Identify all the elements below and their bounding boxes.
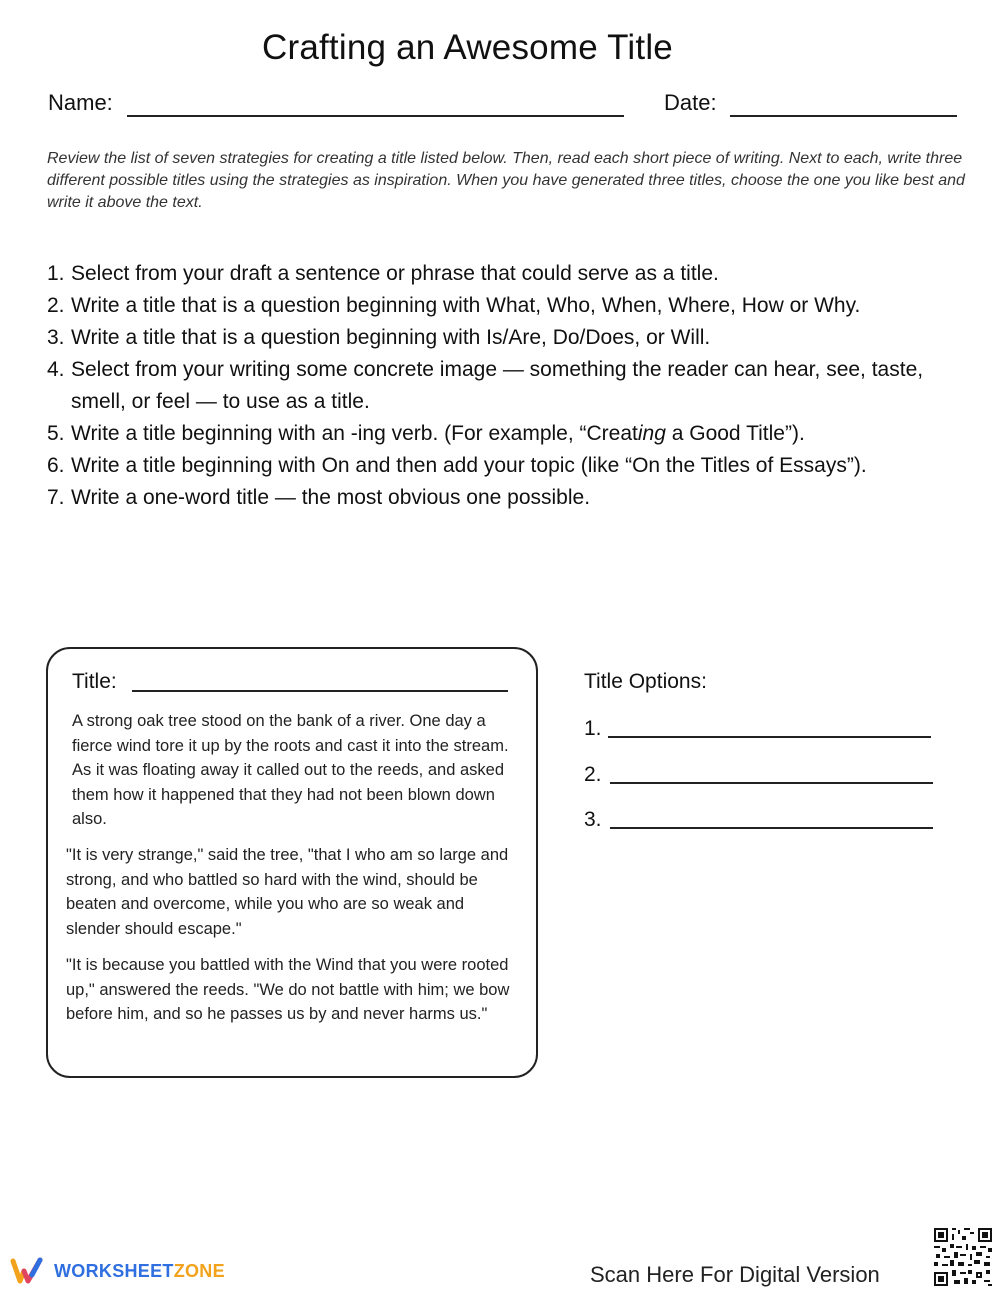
story-paragraph-2: "It is very strange," said the tree, "that I who am so large and strong, and who battled so hard with the wind, should be beaten and overcome, while you who are so weak and slender should escape." [66,846,509,938]
qr-code-icon[interactable] [932,1226,994,1288]
strategy-item [47,354,977,418]
title-options-label: Title Options: [584,670,707,693]
name-field[interactable] [127,115,624,117]
strategy-number: 2. [47,294,65,317]
strategy-text-end: a Good Title”). [665,422,805,445]
strategy-item [47,322,977,354]
strategy-number: 5. [47,422,65,445]
option-field-3[interactable] [610,827,933,829]
logo-text-worksheet: WORKSHEET [54,1260,174,1281]
scan-instruction: Scan Here For Digital Version [590,1262,880,1287]
strategy-text: Write a one-word title — the most obvious one possible. [71,486,591,509]
strategy-text: Select from your draft a sentence or phrase that could serve as a title. [71,262,719,285]
strategy-text: Write a title that is a question beginning with Is/Are, Do/Does, or Will. [71,326,711,349]
option-field-1[interactable] [608,736,931,738]
strategy-number: 6. [47,454,65,477]
strategy-number: 7. [47,486,65,509]
worksheetzone-logo-icon [10,1257,46,1285]
strategy-item [47,258,977,290]
strategy-text-start: Write a title beginning with an -ing verb. (For example, “Creat [71,422,638,445]
strategy-number: 4. [47,358,65,381]
story-title-field[interactable] [132,690,508,692]
strategy-text: Select from your writing some concrete image — something the reader can hear, see, taste, smell, or feel — to use as a title. [71,358,924,413]
strategy-item [47,418,977,450]
story-paragraph-1: A strong oak tree stood on the bank of a river. One day a fierce wind tore it up by the roots and cast it into the stream. As it was floating away it called out to the reeds, and asked them how it happened that they had not been blown down also. [72,712,509,828]
strategy-item [47,290,977,322]
option-number: 3. [584,808,602,831]
strategy-number: 1. [47,262,65,285]
story-paragraph-3: "It is because you battled with the Wind that you were rooted up," answered the reeds. "We do not battle with him; we bow before him, and so he passes us by and never harms us." [66,956,510,1023]
name-label: Name: [48,90,113,115]
strategy-list [47,258,977,514]
strategy-text: Write a title beginning with On and then add your topic (like “On the Titles of Essays”). [71,454,867,477]
strategy-item [47,450,977,482]
strategy-number: 3. [47,326,65,349]
strategy-item [47,482,977,514]
option-number: 2. [584,763,602,786]
logo-text-zone: ZONE [173,1260,225,1281]
strategy-text-italic: ing [637,422,666,445]
page-title: Crafting an Awesome Title [262,28,673,67]
strategy-text: Write a title that is a question beginning with What, Who, When, Where, How or Why. [71,294,861,317]
date-field[interactable] [730,115,957,117]
option-field-2[interactable] [610,782,933,784]
option-number: 1. [584,717,602,740]
date-label: Date: [664,90,717,115]
worksheetzone-logo[interactable] [10,1257,225,1285]
story-title-label: Title: [72,670,117,693]
instructions-text: Review the list of seven strategies for creating a title listed below. Then, read each short piece of writing. Next to each, write three different possible titles using the strategies as inspiration. When you have generated three titles, choose the one you like best and write it above the text. [47,150,965,211]
